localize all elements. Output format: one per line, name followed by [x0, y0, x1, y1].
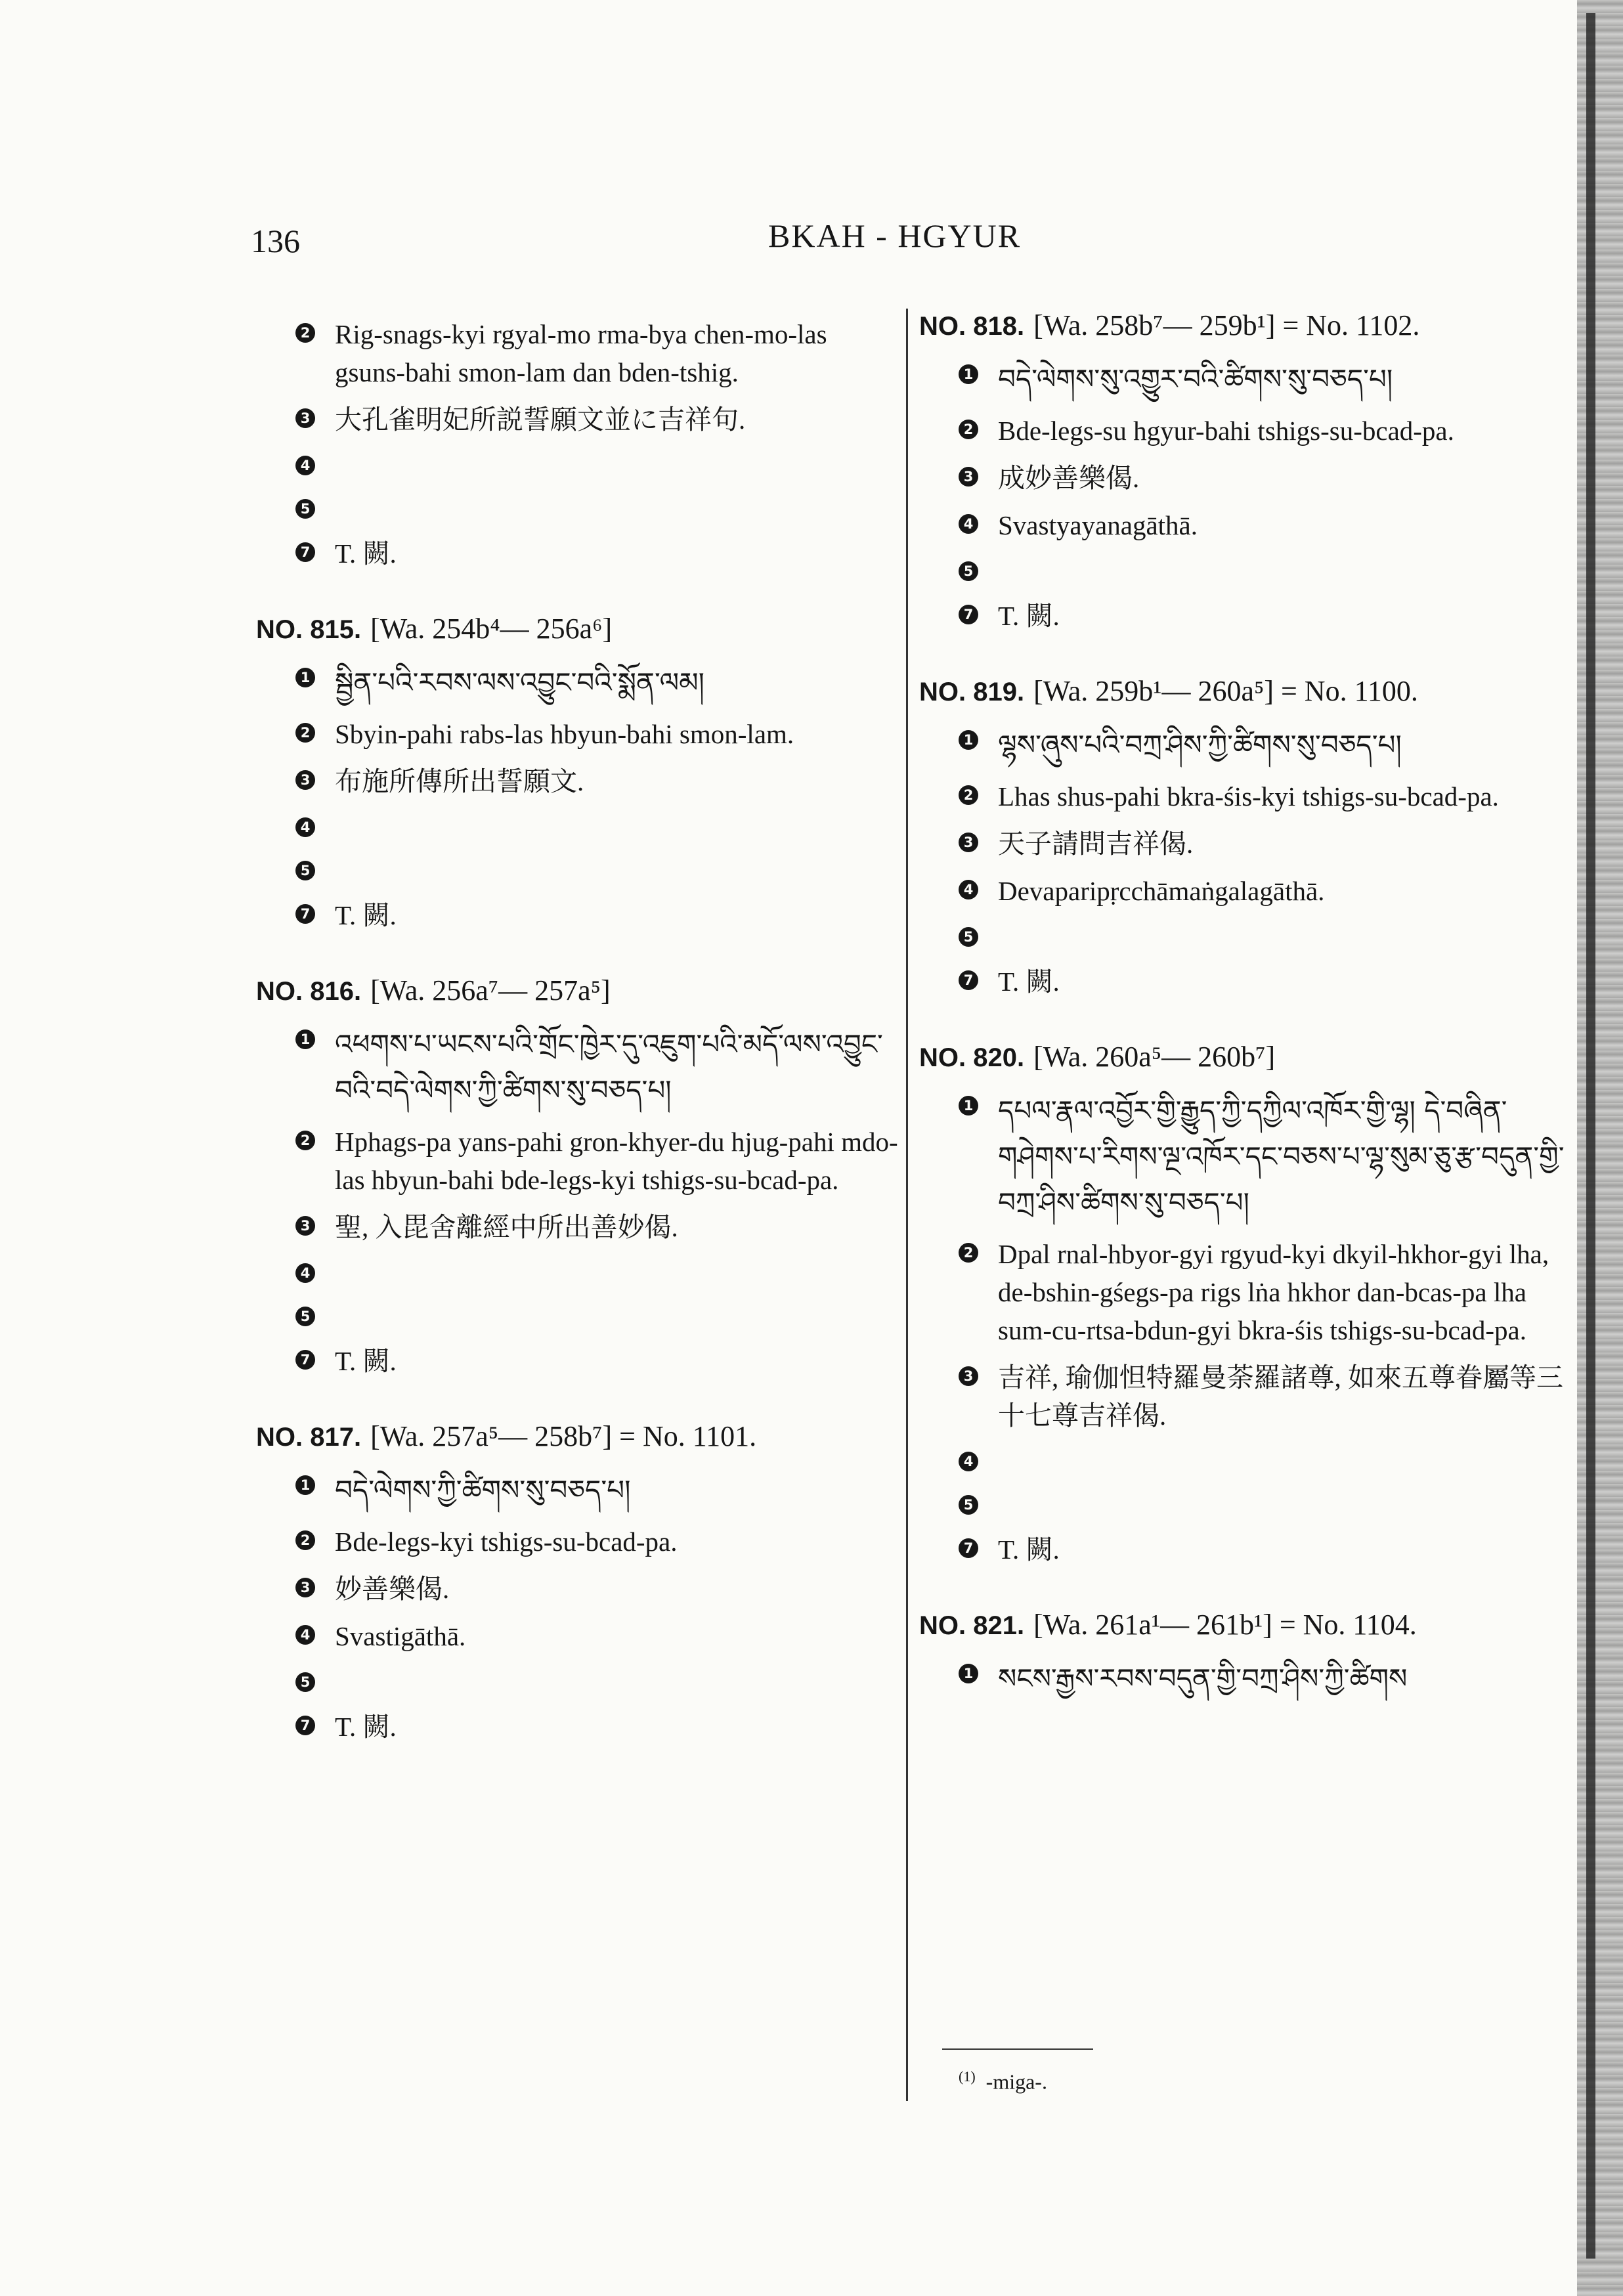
- field-number-icon: 7: [959, 605, 978, 624]
- field-text: T. 闕.: [335, 538, 397, 569]
- entry-heading: [919, 309, 1576, 342]
- field-text: T. 闕.: [335, 1346, 397, 1376]
- field-number-icon: 1: [295, 668, 315, 687]
- field-text: 聖, 入毘舍離經中所出善妙偈.: [335, 1212, 678, 1242]
- field-number-icon: 4: [295, 456, 315, 475]
- field-number-icon: 2: [959, 420, 978, 439]
- field-number-icon: 2: [295, 323, 315, 343]
- field-text: 吉祥, 瑜伽怛特羅曼荼羅諸尊, 如來五尊眷屬等三十七尊吉祥偈.: [998, 1362, 1563, 1431]
- entry-field: [919, 1358, 1576, 1435]
- field-number-icon: 1: [959, 1664, 978, 1683]
- field-number-icon: 7: [295, 1716, 315, 1735]
- right-column: [919, 309, 1576, 1741]
- entry-heading: [256, 1419, 899, 1453]
- entry-field: [256, 1617, 899, 1655]
- entry-field: [256, 1664, 899, 1699]
- field-text: 天子請問吉祥偈.: [998, 829, 1194, 859]
- running-title: BKAH - HGYUR: [768, 217, 1022, 254]
- entry-field: [256, 1523, 899, 1561]
- entry-field: [919, 1444, 1576, 1478]
- tibetan-title: དཔལ་རྣལ་འབྱོར་གྱི་རྒྱུད་ཀྱི་དཀྱིལ་འཁོར་གྱི་ལྷ། དེ་བཞིན་གཤེགས་པ་རིགས་ལྔ་འཁོར་དང་བཅས་པ་ལྷ་སུམ་ཅུ་རྩ་བདུན་གྱི་བཀྲ་ཤིས་ཚིགས་སུ་བཅད་པ།: [998, 1094, 1565, 1219]
- catalog-entry: [919, 1040, 1576, 1569]
- entry-heading: [919, 1608, 1576, 1641]
- field-number-icon: 1: [959, 1096, 978, 1116]
- entry-field: [919, 597, 1576, 635]
- field-number-icon: 3: [295, 1216, 315, 1236]
- field-number-icon: 2: [295, 1131, 315, 1150]
- field-text: Devaparipṛcchāmaṅgalagāthā.: [998, 876, 1325, 906]
- field-number-icon: 5: [959, 561, 978, 581]
- field-text: 妙善樂偈.: [335, 1574, 450, 1604]
- field-number-icon: 1: [295, 1475, 315, 1495]
- field-number-icon: 5: [959, 927, 978, 947]
- entry-field: [919, 506, 1576, 544]
- entry-number: NO. 817.: [256, 1423, 362, 1452]
- entry-reference: [Wa. 257a⁵— 258b⁷] = No. 1101.: [370, 1420, 757, 1452]
- entry-field: [256, 448, 899, 482]
- catalog-entry: [919, 1608, 1576, 1702]
- tibetan-title: འཕགས་པ་ཡངས་པའི་གྲོང་ཁྱེར་དུ་འཇུག་པའི་མདོ་ལས་འབྱུང་བའི་བདེ་ལེགས་ཀྱི་ཚིགས་སུ་བཅད་པ།: [335, 1028, 883, 1106]
- entry-field: [919, 1088, 1576, 1226]
- field-number-icon: 2: [295, 723, 315, 743]
- field-text: T. 闕.: [998, 601, 1060, 631]
- entry-field: [919, 412, 1576, 450]
- field-text: T. 闕.: [998, 1534, 1060, 1565]
- entry-field: [256, 660, 899, 706]
- field-number-icon: 2: [959, 785, 978, 805]
- field-number-icon: 1: [959, 730, 978, 750]
- entry-field: [919, 1656, 1576, 1702]
- field-text: Svastyayanagāthā.: [998, 510, 1198, 540]
- tibetan-title: བདེ་ལེགས་སུ་འགྱུར་བའི་ཚིགས་སུ་བཅད་པ།: [998, 363, 1393, 395]
- entry-field: [256, 1255, 899, 1289]
- field-number-icon: 3: [959, 1366, 978, 1386]
- field-text: Sbyin-pahi rabs-las hbyun-bahi smon-lam.: [335, 719, 794, 749]
- field-text: T. 闕.: [998, 966, 1060, 997]
- entry-field: [256, 715, 899, 753]
- catalog-entry: [256, 315, 899, 573]
- field-text: T. 闕.: [335, 900, 397, 930]
- catalog-entry: [256, 974, 899, 1380]
- entry-heading: [256, 974, 899, 1007]
- field-text: 成妙善樂偈.: [998, 463, 1140, 493]
- tibetan-title: སྦྱིན་པའི་རབས་ལས་འབྱུང་བའི་སྨོན་ལམ།: [335, 666, 704, 699]
- page-edge-shadow: [1577, 0, 1623, 2296]
- field-text: Bde-legs-kyi tshigs-su-bcad-pa.: [335, 1527, 678, 1557]
- field-text: Dpal rnal-hbyor-gyi rgyud-kyi dkyil-hkhor-gyi lha, de-bshin-gśegs-pa rigs lṅa hkhor dan-bcas-pa lha sum-cu-rtsa-bdun-gyi bkra-śis tshigs-su-bcad-pa.: [998, 1239, 1549, 1345]
- entry-field: [919, 1487, 1576, 1521]
- field-number-icon: 4: [959, 880, 978, 899]
- field-number-icon: 7: [295, 542, 315, 562]
- entry-number: NO. 819.: [919, 678, 1025, 706]
- entry-number: NO. 815.: [256, 615, 362, 644]
- entry-heading: [919, 674, 1576, 708]
- field-number-icon: 5: [295, 861, 315, 880]
- field-number-icon: 7: [959, 1538, 978, 1558]
- field-number-icon: 7: [959, 970, 978, 990]
- entry-field: [919, 459, 1576, 497]
- entry-field: [919, 1235, 1576, 1349]
- entry-number: NO. 821.: [919, 1611, 1025, 1640]
- entry-field: [919, 777, 1576, 815]
- entry-reference: [Wa. 259b¹— 260a⁵] = No. 1100.: [1033, 675, 1418, 707]
- left-column: [256, 315, 899, 1785]
- entry-field: [919, 722, 1576, 768]
- entry-field: [256, 810, 899, 844]
- field-number-icon: 4: [959, 514, 978, 534]
- entry-heading: [256, 612, 899, 645]
- entry-number: NO. 816.: [256, 977, 362, 1006]
- field-text: Svastigāthā.: [335, 1621, 466, 1651]
- field-number-icon: 5: [295, 1307, 315, 1326]
- tibetan-title: ལྷས་ཞུས་པའི་བཀྲ་ཤིས་ཀྱི་ཚིགས་སུ་བཅད་པ།: [998, 729, 1402, 761]
- entry-field: [256, 762, 899, 800]
- field-text: T. 闕.: [335, 1712, 397, 1742]
- field-text: Bde-legs-su hgyur-bahi tshigs-su-bcad-pa.: [998, 416, 1454, 446]
- tibetan-title: བདེ་ལེགས་ཀྱི་ཚིགས་སུ་བཅད་པ།: [335, 1474, 631, 1506]
- entry-field: [256, 1299, 899, 1333]
- field-number-icon: 3: [959, 467, 978, 487]
- field-number-icon: 2: [959, 1243, 978, 1263]
- field-text: Hphags-pa yans-pahi gron-khyer-du hjug-pahi mdo-las hbyun-bahi bde-legs-kyi tshigs-su-bcad-pa.: [335, 1127, 898, 1195]
- field-number-icon: 3: [959, 833, 978, 852]
- field-text: Rig-snags-kyi rgyal-mo rma-bya chen-mo-las gsuns-bahi smon-lam dan bden-tshig.: [335, 319, 827, 387]
- entry-field: [256, 1342, 899, 1380]
- field-text: Lhas shus-pahi bkra-śis-kyi tshigs-su-bcad-pa.: [998, 781, 1499, 812]
- field-text: 大孔雀明妃所説誓願文並に吉祥句.: [335, 404, 746, 435]
- field-number-icon: 4: [295, 1263, 315, 1283]
- footnote-mark: (1): [959, 2068, 976, 2085]
- field-number-icon: 7: [295, 904, 315, 924]
- field-number-icon: 1: [959, 364, 978, 384]
- entry-number: NO. 818.: [919, 312, 1025, 341]
- catalog-entry: [256, 612, 899, 934]
- entry-field: [919, 553, 1576, 588]
- field-text: 布施所傳所出誓願文.: [335, 766, 584, 796]
- footnote-text: -miga-.: [985, 2069, 1047, 2094]
- tibetan-title: སངས་རྒྱས་རབས་བདུན་གྱི་བཀྲ་ཤིས་ཀྱི་ཚིགས: [998, 1662, 1408, 1695]
- entry-field: [919, 357, 1576, 402]
- field-number-icon: 5: [959, 1495, 978, 1515]
- entry-field: [256, 401, 899, 439]
- field-number-icon: 7: [295, 1350, 315, 1370]
- catalog-entry: [919, 674, 1576, 1001]
- page-number: 136: [251, 223, 300, 259]
- field-number-icon: 3: [295, 770, 315, 790]
- field-number-icon: 5: [295, 1672, 315, 1692]
- entry-field: [256, 315, 899, 391]
- catalog-entry: [256, 1419, 899, 1746]
- entry-field: [256, 1570, 899, 1608]
- entry-reference: [Wa. 261a¹— 261b¹] = No. 1104.: [1033, 1609, 1417, 1641]
- entry-field: [256, 896, 899, 934]
- entry-field: [919, 963, 1576, 1001]
- field-number-icon: 3: [295, 1578, 315, 1597]
- entry-reference: [Wa. 260a⁵— 260b⁷]: [1033, 1041, 1276, 1073]
- entry-reference: [Wa. 254b⁴— 256a⁶]: [370, 613, 613, 645]
- entry-field: [256, 853, 899, 887]
- entry-number: NO. 820.: [919, 1043, 1025, 1072]
- field-number-icon: 4: [295, 1625, 315, 1645]
- catalog-entry: [919, 309, 1576, 635]
- field-number-icon: 2: [295, 1530, 315, 1550]
- entry-field: [256, 534, 899, 573]
- entry-field: [256, 1022, 899, 1114]
- entry-field: [256, 1467, 899, 1513]
- entry-field: [919, 1530, 1576, 1569]
- entry-reference: [Wa. 256a⁷— 257a⁵]: [370, 974, 611, 1007]
- entry-field: [256, 491, 899, 525]
- entry-field: [256, 1208, 899, 1246]
- field-number-icon: 3: [295, 408, 315, 428]
- entry-field: [919, 825, 1576, 863]
- footnote: [959, 2068, 1047, 2094]
- entry-reference: [Wa. 258b⁷— 259b¹] = No. 1102.: [1033, 309, 1420, 341]
- field-number-icon: 4: [295, 817, 315, 837]
- entry-field: [256, 1708, 899, 1746]
- entry-field: [256, 1123, 899, 1199]
- footnote-rule: [942, 2048, 1093, 2050]
- column-divider: [906, 309, 908, 2101]
- entry-field: [919, 919, 1576, 953]
- field-number-icon: 4: [959, 1452, 978, 1471]
- field-number-icon: 1: [295, 1029, 315, 1049]
- field-number-icon: 5: [295, 499, 315, 519]
- page-edge-line: [1586, 13, 1595, 2259]
- entry-heading: [919, 1040, 1576, 1073]
- entry-field: [919, 872, 1576, 910]
